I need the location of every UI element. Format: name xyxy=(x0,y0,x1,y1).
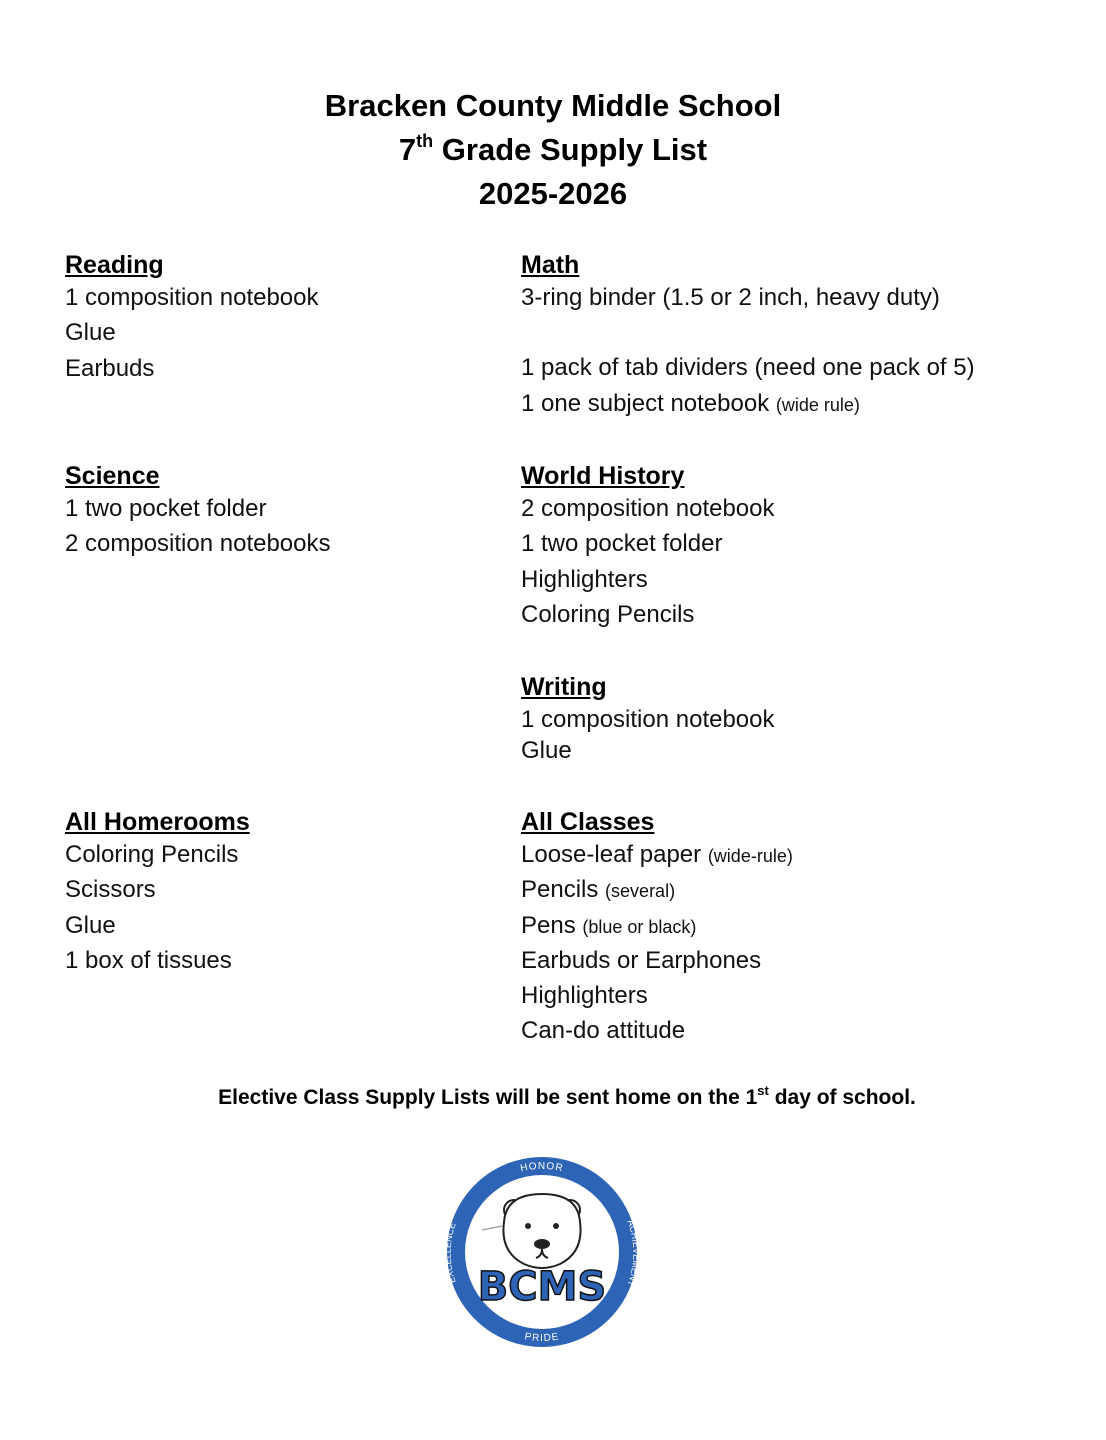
list-item: Earbuds or Earphones xyxy=(521,946,762,974)
elective-note-sup: st xyxy=(757,1083,769,1098)
grade-number: 7 xyxy=(398,132,417,167)
school-year: 2025-2026 xyxy=(478,176,628,211)
list-item: 2 composition notebook xyxy=(521,495,775,522)
elective-note-before: Elective Class Supply Lists will be sent home on the 1 xyxy=(218,1086,758,1109)
section-title: All Homerooms xyxy=(65,808,250,836)
list-item: Highlighters xyxy=(521,982,648,1010)
list-item xyxy=(521,872,793,907)
item-text: Loose-leaf paper xyxy=(521,841,702,868)
list-item: Glue xyxy=(65,319,116,347)
bcms-logo xyxy=(442,1152,642,1352)
item-note: (several) xyxy=(605,881,676,902)
list-item: 1 two pocket folder xyxy=(65,495,267,522)
logo-text-right: ACHIEVEMENT xyxy=(625,1218,642,1288)
list-item: Coloring Pencils xyxy=(65,841,239,868)
list-item: Glue xyxy=(521,737,572,764)
section-science xyxy=(65,461,331,562)
item-note: (blue or black) xyxy=(582,916,697,937)
section-reading xyxy=(65,250,319,386)
section-world-history xyxy=(521,461,775,632)
list-item xyxy=(521,908,793,943)
section-title: Science xyxy=(65,462,160,490)
list-item: Earbuds xyxy=(65,354,155,382)
section-title: Reading xyxy=(65,251,164,279)
section-writing xyxy=(521,672,775,766)
school-name: Bracken County Middle School xyxy=(324,88,782,123)
logo-initials: BCMS xyxy=(477,1264,607,1310)
section-title: Math xyxy=(521,251,580,279)
grade-title xyxy=(0,128,1106,172)
elective-note xyxy=(0,1083,1106,1110)
item-text: Pens xyxy=(521,911,576,939)
logo-text-bottom: PRIDE xyxy=(523,1331,561,1345)
elective-note-text xyxy=(218,1083,916,1109)
logo-text-top: HONOR xyxy=(519,1160,565,1175)
item-note: (wide rule) xyxy=(775,394,860,415)
list-item: 1 box of tissues xyxy=(65,946,232,974)
list-item: 1 pack of tab dividers (need one pack of 5) xyxy=(521,354,975,382)
list-item: 2 composition notebooks xyxy=(65,530,331,558)
section-all-homerooms xyxy=(65,807,250,978)
section-title: All Classes xyxy=(521,808,655,836)
document-header xyxy=(0,84,1106,216)
grade-suffix: th xyxy=(416,131,434,151)
list-item: 3-ring binder (1.5 or 2 inch, heavy duty) xyxy=(521,284,940,311)
list-item: Glue xyxy=(65,911,116,939)
logo-text-left: EXCELLENCE xyxy=(442,1221,458,1285)
list-item: Highlighters xyxy=(521,565,648,593)
list-item xyxy=(521,837,793,872)
item-note: (wide-rule) xyxy=(707,846,793,866)
item-text: 1 one subject notebook xyxy=(521,389,770,417)
item-text: Pencils xyxy=(521,876,599,904)
list-item xyxy=(521,386,975,421)
list-item: 1 two pocket folder xyxy=(521,530,723,558)
elective-note-after: day of school. xyxy=(774,1086,916,1109)
section-math xyxy=(521,250,975,421)
list-item: Coloring Pencils xyxy=(521,600,695,628)
list-item: Can-do attitude xyxy=(521,1017,686,1045)
section-title: World History xyxy=(521,462,685,490)
list-item: Scissors xyxy=(65,876,156,904)
list-item: 1 composition notebook xyxy=(65,284,319,311)
grade-title-rest: Grade Supply List xyxy=(441,132,708,167)
list-item: 1 composition notebook xyxy=(521,706,775,733)
section-title: Writing xyxy=(521,673,607,701)
section-all-classes xyxy=(521,807,793,1049)
